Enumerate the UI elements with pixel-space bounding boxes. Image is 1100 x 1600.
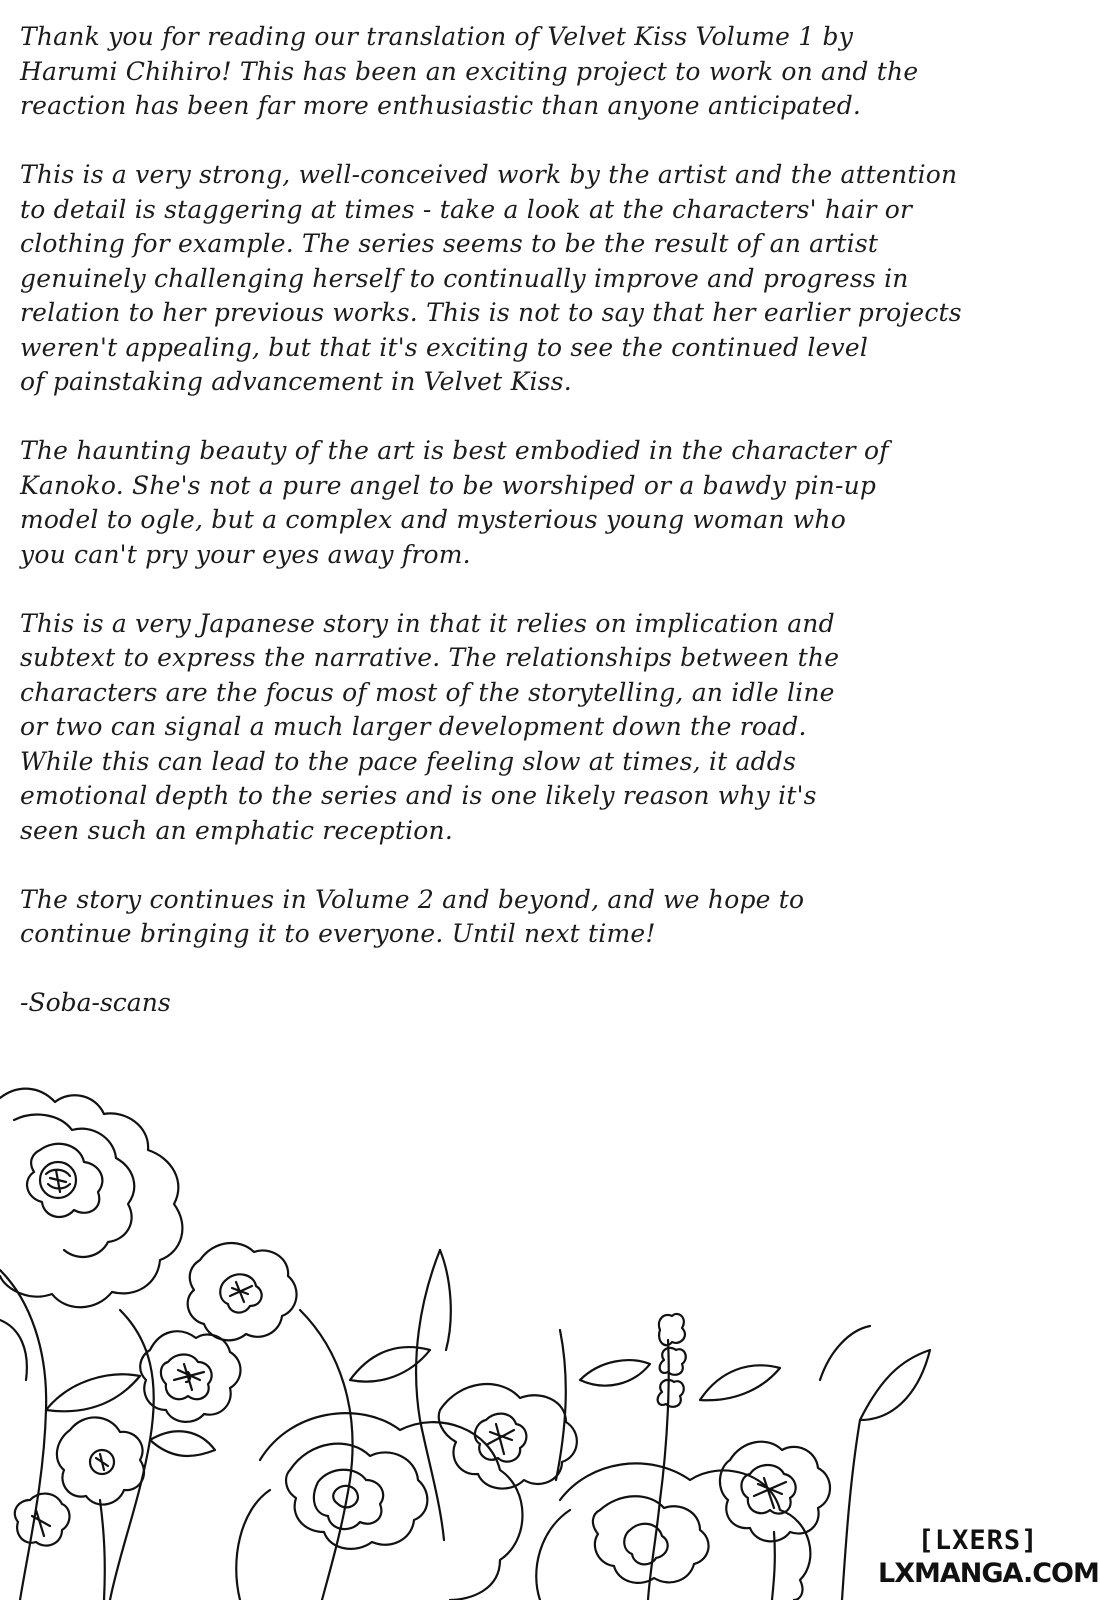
leaves-right [556, 1326, 930, 1600]
text-line: Kanoko. She's not a pure angel to be worshiped or a bawdy pin-up [20, 470, 877, 500]
text-line: The haunting beauty of the art is best embodied in the character of [20, 436, 889, 465]
text-line: relation to her previous works. This is not to say that her earlier projects [20, 298, 962, 327]
small-flower-lower-left [15, 1417, 144, 1600]
text-line: subtext to express the narrative. The relationships between the [20, 643, 840, 672]
text-line: to detail is staggering at times - take a look at the characters' hair or [20, 194, 913, 224]
watermark [878, 1524, 1099, 1590]
text-line: emotional depth to the series and is one likely reason why it's [20, 781, 817, 810]
text-line: model to ogle, but a complex and mysterious young woman who [20, 505, 846, 534]
watermark-site: LXMANGA.COM [878, 1558, 1099, 1589]
flower-right-middle [439, 1384, 577, 1489]
text-line: reaction has been far more enthusiastic than anyone anticipated. [20, 91, 862, 120]
text-line: seen such an emphatic reception. [20, 815, 453, 845]
paragraph-artwork [20, 158, 980, 400]
paragraph-story [20, 607, 980, 849]
text-line: or two can signal a much larger development down the road. [20, 712, 807, 741]
text-line: clothing for example. The series seems to be the result of an artist [20, 229, 879, 258]
large-bloom-right [536, 1463, 810, 1600]
watermark-group-name: [LXERS] [917, 1525, 1039, 1556]
text-line: of painstaking advancement in Velvet Kiss. [20, 367, 572, 396]
text-line: Harumi Chihiro! This has been an exciting project to work on and the [20, 56, 919, 86]
paragraph-thanks [20, 20, 980, 124]
text-line: The story continues in Volume 2 and beyond, and we hope to [20, 884, 805, 914]
paragraph-closing [20, 883, 980, 952]
text-line: This is a very strong, well-conceived work by the artist and the attention [20, 160, 958, 189]
text-line: While this can lead to the pace feeling slow at times, it adds [20, 746, 797, 776]
flower-line-art [0, 1080, 1100, 1600]
rose-center [236, 1413, 522, 1600]
text-line: Thank you for reading our translation of Velvet Kiss Volume 1 by [20, 22, 854, 51]
text-line: characters are the focus of most of the storytelling, an idle line [20, 677, 835, 707]
text-line: weren't appealing, but that it's exciting to see the continued level [20, 332, 869, 362]
text-line: you can't pry your eyes away from. [20, 539, 471, 569]
small-flower-middle [188, 1243, 297, 1340]
carnation-right [720, 1442, 830, 1600]
lavender-stem [648, 1314, 686, 1600]
afterword-letter [20, 20, 980, 1021]
large-flower-top-left [0, 1089, 182, 1308]
text-line: This is a very Japanese story in that it relies on implication and [20, 608, 835, 638]
signature: -Soba-scans [20, 988, 171, 1017]
paragraph-kanoko [20, 434, 980, 572]
text-line: genuinely challenging herself to continually improve and progress in [20, 263, 909, 293]
text-line: continue bringing it to everyone. Until next time! [20, 919, 656, 948]
carnation-left [140, 1331, 240, 1422]
